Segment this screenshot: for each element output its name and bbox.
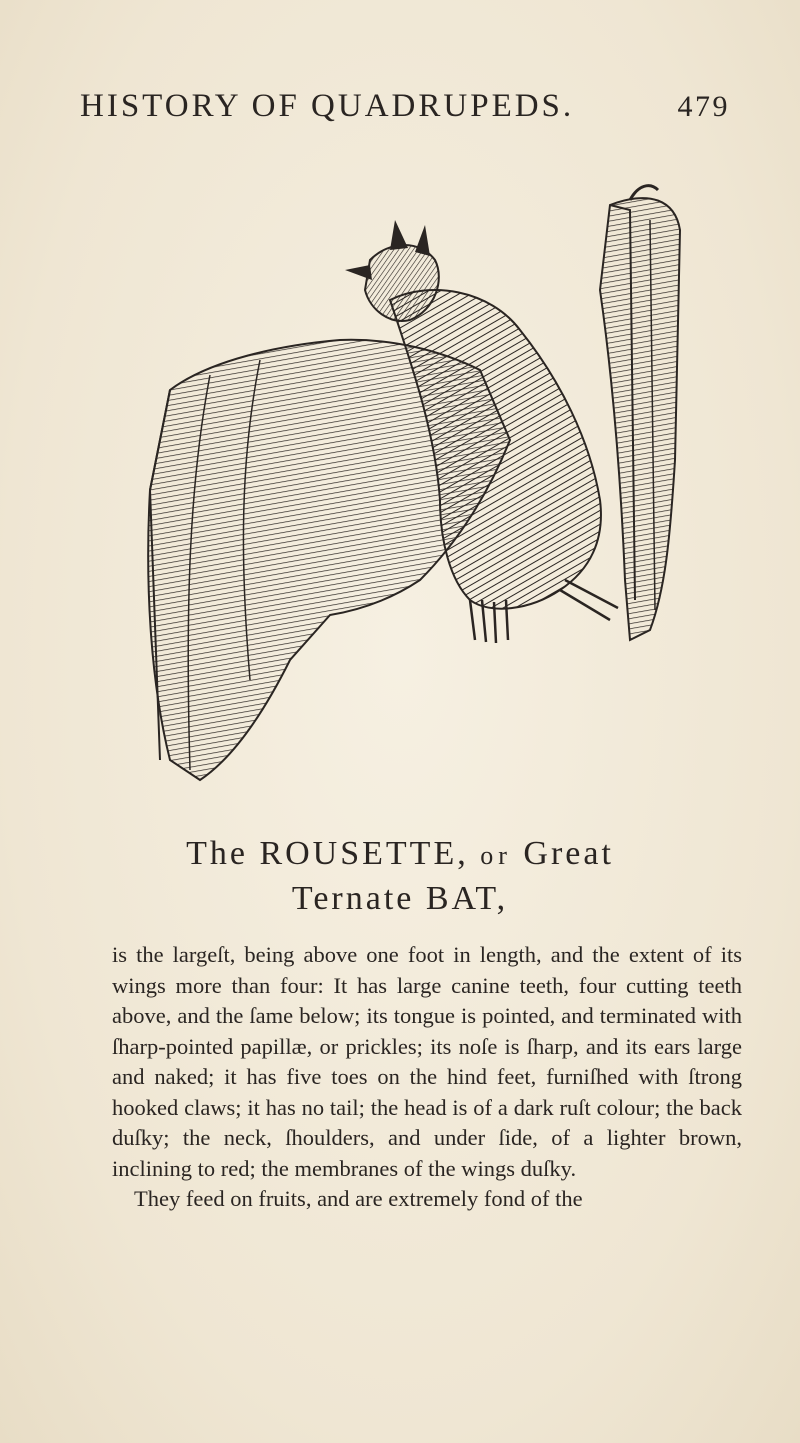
paragraph-2: They feed on fruits, and are extremely fond of the xyxy=(134,1186,583,1211)
running-header xyxy=(80,88,730,128)
bat-illustration-icon xyxy=(90,160,710,800)
caption-ternate: Ternate xyxy=(291,880,415,917)
caption-or: or xyxy=(480,841,512,870)
caption-great: Great xyxy=(523,835,614,872)
caption-the: The xyxy=(186,835,248,872)
running-title: HISTORY OF QUADRUPEDS. xyxy=(80,88,575,124)
paragraph-1: is the largeſt, being above one foot in length, and the extent of its wings more than four: It has large canine teeth, four cutting teeth above, and the ſame below; its tongue is pointed, and terminated with ſharp-pointed papillæ, or prickles; its noſe is ſharp, and its ears large and naked; it has five toes on the hind feet, furniſhed with ſtrong hooked claws; it has no tail; the head is of a dark ruſt colour; the back duſky; the neck, ſhoulders, and under ſide, of a lighter brown, inclining to red; the membranes of the wings duſky. xyxy=(112,942,742,1181)
caption-line-2 xyxy=(0,880,800,918)
caption-line-1 xyxy=(0,835,800,873)
caption-rousette: ROUSETTE, xyxy=(259,835,469,872)
page-number: 479 xyxy=(677,90,730,123)
caption-bat: BAT, xyxy=(425,880,509,917)
body-text xyxy=(112,940,742,1215)
